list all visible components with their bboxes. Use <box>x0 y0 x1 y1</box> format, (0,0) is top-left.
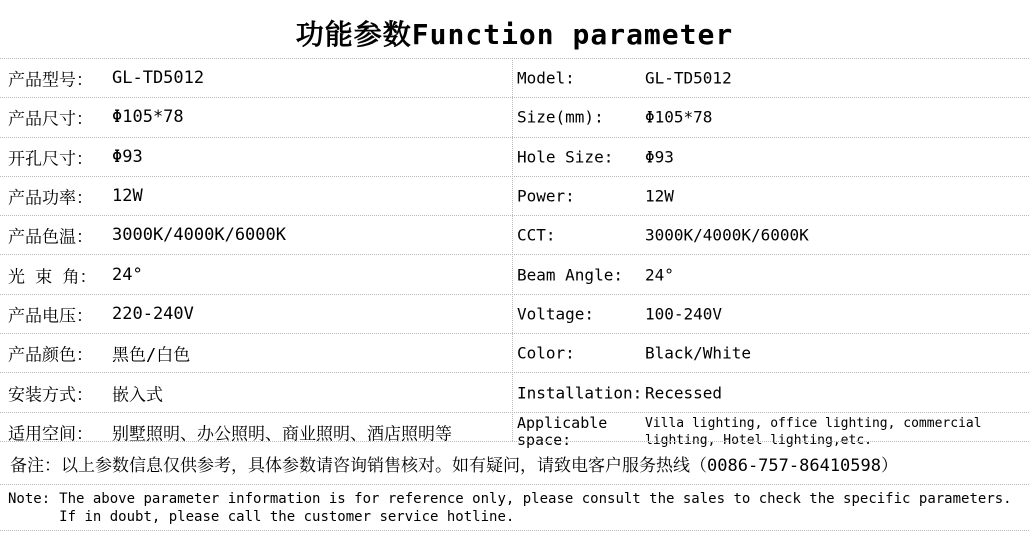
note-text <box>59 490 1011 526</box>
cn-label: 产品尺寸： <box>8 109 93 130</box>
en-value: Φ105*78 <box>645 107 713 127</box>
en-label: Installation: <box>517 383 643 403</box>
en-value: Recessed <box>645 383 723 403</box>
en-value: 3000K/4000K/6000K <box>645 225 809 245</box>
cn-value: 24° <box>112 264 143 285</box>
en-label: Model: <box>517 68 575 88</box>
cn-label: 产品型号： <box>8 70 93 91</box>
column-divider <box>512 58 513 441</box>
en-label: CCT: <box>517 225 556 245</box>
cn-value: Φ93 <box>112 146 143 167</box>
cn-label: 安装方式： <box>8 385 93 406</box>
table-row <box>0 333 1029 372</box>
note-line-1: The above parameter information is for reference only, please consult the sales to check the specific parameters. <box>59 491 1012 507</box>
en-label: Power: <box>517 186 575 206</box>
note-row-en <box>0 484 1029 531</box>
en-value: Φ93 <box>645 147 674 167</box>
en-label: Applicable space: <box>517 413 608 449</box>
en-value: 24° <box>645 265 674 285</box>
cn-label: 开孔尺寸： <box>8 149 93 170</box>
en-value: Black/White <box>645 343 751 363</box>
cn-value: 12W <box>112 186 143 207</box>
table-row <box>0 97 1029 136</box>
cn-label: 产品电压： <box>8 306 93 327</box>
en-value: GL-TD5012 <box>645 68 732 88</box>
page-title: 功能参数Function parameter <box>295 18 734 51</box>
table-row <box>0 215 1029 254</box>
cn-value: Φ105*78 <box>112 107 184 128</box>
en-value: Villa lighting, office lighting, commercial lighting, Hotel lighting,etc. <box>645 415 982 448</box>
cn-value: 黑色/白色 <box>112 345 191 366</box>
cn-value: 嵌入式 <box>112 385 163 406</box>
en-label: Voltage: <box>517 304 595 324</box>
table-row <box>0 176 1029 215</box>
cn-label: 产品色温： <box>8 227 93 248</box>
cn-label: 产品功率： <box>8 188 93 209</box>
cn-value: 220-240V <box>112 303 194 324</box>
table-row <box>0 372 1029 411</box>
en-label: Size(mm): <box>517 107 604 127</box>
parameter-table <box>0 58 1029 451</box>
cn-value: 3000K/4000K/6000K <box>112 225 286 246</box>
cn-label: 产品颜色： <box>8 345 93 366</box>
table-row <box>0 294 1029 333</box>
en-label: Beam Angle: <box>517 265 623 285</box>
en-label: Hole Size: <box>517 147 614 167</box>
en-value: 100-240V <box>645 304 723 324</box>
cn-label: 光 束 角： <box>8 267 97 288</box>
table-row <box>0 137 1029 176</box>
table-row <box>0 254 1029 293</box>
cn-value: 别墅照明、办公照明、商业照明、酒店照明等 <box>112 424 452 445</box>
note-line-2: If in doubt, please call the customer service hotline. <box>59 509 515 525</box>
en-label: Color: <box>517 343 575 363</box>
remark-row-cn <box>0 441 1029 484</box>
note-prefix: Note: <box>8 491 51 507</box>
en-value: 12W <box>645 186 674 206</box>
remark-text-cn: 备注：以上参数信息仅供参考，具体参数请咨询销售核对。如有疑问，请致电客户服务热线（0086-757-86410598） <box>10 455 898 476</box>
cn-value: GL-TD5012 <box>112 68 205 89</box>
cn-label: 适用空间： <box>8 424 93 445</box>
table-row <box>0 58 1029 97</box>
